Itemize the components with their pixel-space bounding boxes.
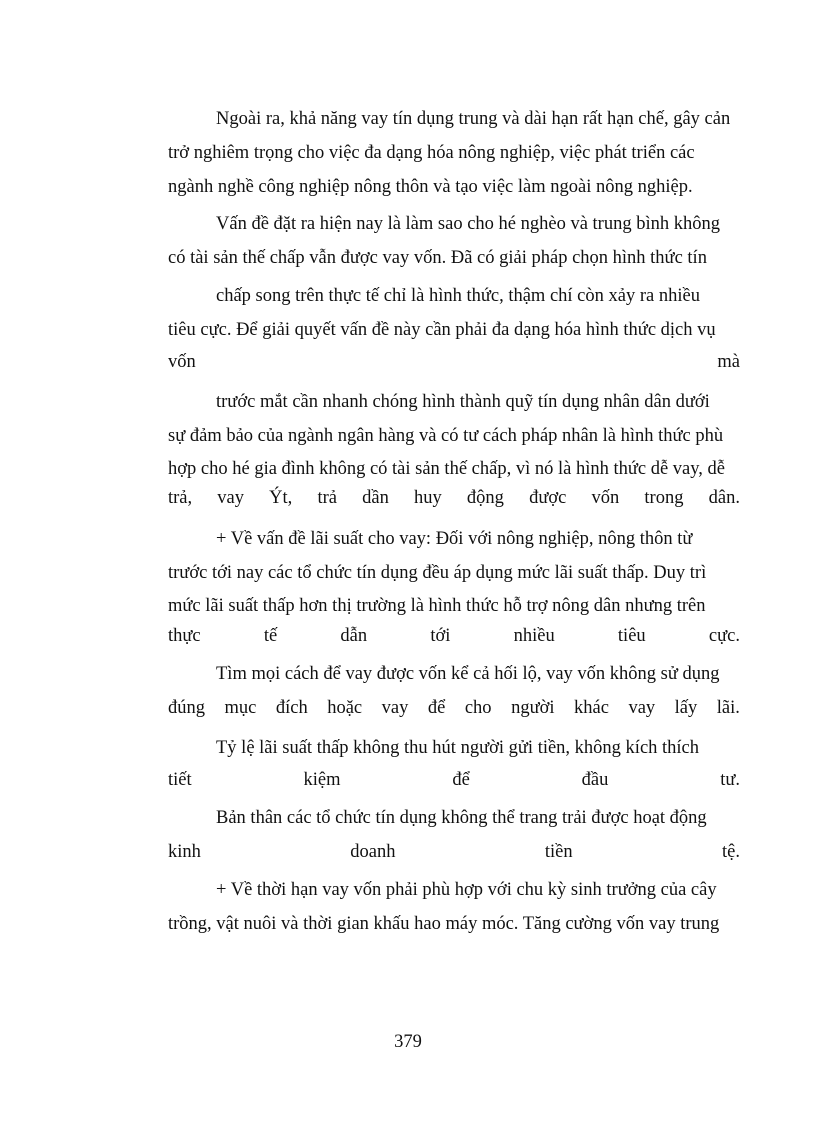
text-word: trả,: [168, 488, 193, 508]
text-word: đầu: [581, 770, 609, 790]
text-word: đúng: [168, 698, 205, 718]
text-line: [216, 878, 717, 902]
text-word: vốn: [591, 488, 620, 508]
text-word: thực: [168, 626, 201, 646]
text-word: vay: [217, 488, 245, 508]
text-word: tệ.: [721, 842, 740, 862]
text-word: hoặc: [327, 698, 363, 718]
text-line: [216, 662, 720, 686]
line-text: Tỷ lệ lãi suất thấp không thu hút người gửi tiền, không kích thích: [216, 738, 700, 758]
text-line: [168, 912, 719, 936]
text-line: [168, 350, 740, 374]
text-word: khác: [574, 698, 609, 718]
text-line: [216, 284, 700, 308]
line-text: + Về thời hạn vay vốn phải phù hợp với chu kỳ sinh trưởng của cây: [216, 880, 717, 900]
text-word: nhiều: [513, 626, 555, 646]
text-word: kiệm: [303, 770, 341, 790]
text-line: [168, 768, 740, 792]
line-text: hợp cho hé gia đình không có tài sản thế chấp, vì nó là hình thức dễ vay, dễ: [168, 459, 726, 479]
line-text: tiêu cực. Để giải quyết vấn đề này cần phải đa dạng hóa hình thức dịch vụ: [168, 320, 716, 340]
line-text: Vấn đề đặt ra hiện nay là làm sao cho hé nghèo và trung bình không: [216, 214, 720, 234]
text-word: tư.: [720, 770, 740, 790]
text-word: tế: [263, 626, 278, 646]
text-word: huy: [414, 488, 442, 508]
text-word: được: [529, 488, 567, 508]
line-text: ngành nghề công nghiệp nông thôn và tạo việc làm ngoài nông nghiệp.: [168, 177, 693, 197]
text-word: tới: [430, 626, 451, 646]
page-number: 379: [394, 1032, 422, 1052]
line-text: chấp song trên thực tế chỉ là hình thức, thậm chí còn xảy ra nhiều: [216, 286, 700, 306]
text-word: tiêu: [617, 626, 646, 646]
text-word: để: [452, 770, 470, 790]
line-text: có tài sản thế chấp vẫn được vay vốn. Đã có giải pháp chọn hình thức tín: [168, 248, 707, 268]
text-word: dần: [362, 488, 389, 508]
line-text: trước tới nay các tổ chức tín dụng đều áp dụng mức lãi suất thấp. Duy trì: [168, 563, 707, 583]
text-line: [168, 175, 693, 199]
text-word: dẫn: [340, 626, 368, 646]
text-line: [216, 806, 707, 830]
text-word: cực.: [708, 626, 740, 646]
text-word: mục: [224, 698, 257, 718]
text-word: lấy: [674, 698, 698, 718]
line-text: mà: [717, 352, 740, 372]
line-text: Bản thân các tổ chức tín dụng không thể trang trải được hoạt động: [216, 808, 707, 828]
text-word: động: [466, 488, 504, 508]
text-word: trong: [644, 488, 684, 508]
text-word: tiết: [168, 770, 192, 790]
text-line: [168, 457, 725, 481]
line-text: mức lãi suất thấp hơn thị trường là hình thức hỗ trợ nông dân nhưng trên: [168, 596, 706, 616]
line-text: sự đảm bảo của ngành ngân hàng và có tư cách pháp nhân là hình thức phù: [168, 426, 724, 446]
line-text: trồng, vật nuôi và thời gian khấu hao máy móc. Tăng cường vốn vay trung: [168, 914, 720, 934]
line-text: Tìm mọi cách để vay được vốn kể cả hối lộ, vay vốn không sử dụng: [216, 664, 720, 684]
text-line: [168, 561, 706, 585]
text-line: [168, 840, 740, 864]
line-text: trở nghiêm trọng cho việc đa dạng hóa nông nghiệp, việc phát triển các: [168, 143, 695, 163]
text-line: [168, 424, 723, 448]
text-word: lãi.: [716, 698, 740, 718]
text-line: [168, 594, 706, 618]
text-word: người: [511, 698, 555, 718]
line-text: Ngoài ra, khả năng vay tín dụng trung và dài hạn rất hạn chế, gây cản: [216, 109, 731, 129]
text-line: [216, 390, 710, 414]
line-text: vốn: [168, 352, 196, 372]
text-word: để: [427, 698, 446, 718]
text-line: [168, 624, 740, 648]
text-line: [216, 736, 699, 760]
text-line: [168, 246, 707, 270]
text-word: cho: [464, 698, 492, 718]
text-word: doanh: [350, 842, 396, 862]
text-word: tiền: [544, 842, 573, 862]
text-line: [168, 318, 716, 342]
text-word: kinh: [168, 842, 201, 862]
text-word: trả: [317, 488, 337, 508]
text-line: [216, 212, 720, 236]
text-word: dân.: [708, 488, 740, 508]
text-line: [216, 107, 740, 131]
text-line: [216, 527, 692, 551]
line-text: trước mắt cần nhanh chóng hình thành quỹ tín dụng nhân dân dưới: [216, 392, 710, 412]
text-line: [168, 486, 740, 510]
text-word: vay: [381, 698, 409, 718]
text-word: Ýt,: [269, 488, 293, 508]
text-word: vay: [628, 698, 656, 718]
text-line: [168, 141, 740, 165]
line-text: + Về vấn đề lãi suất cho vay: Đối với nông nghiệp, nông thôn từ: [216, 529, 693, 549]
text-line: [168, 696, 740, 720]
text-word: đích: [275, 698, 308, 718]
